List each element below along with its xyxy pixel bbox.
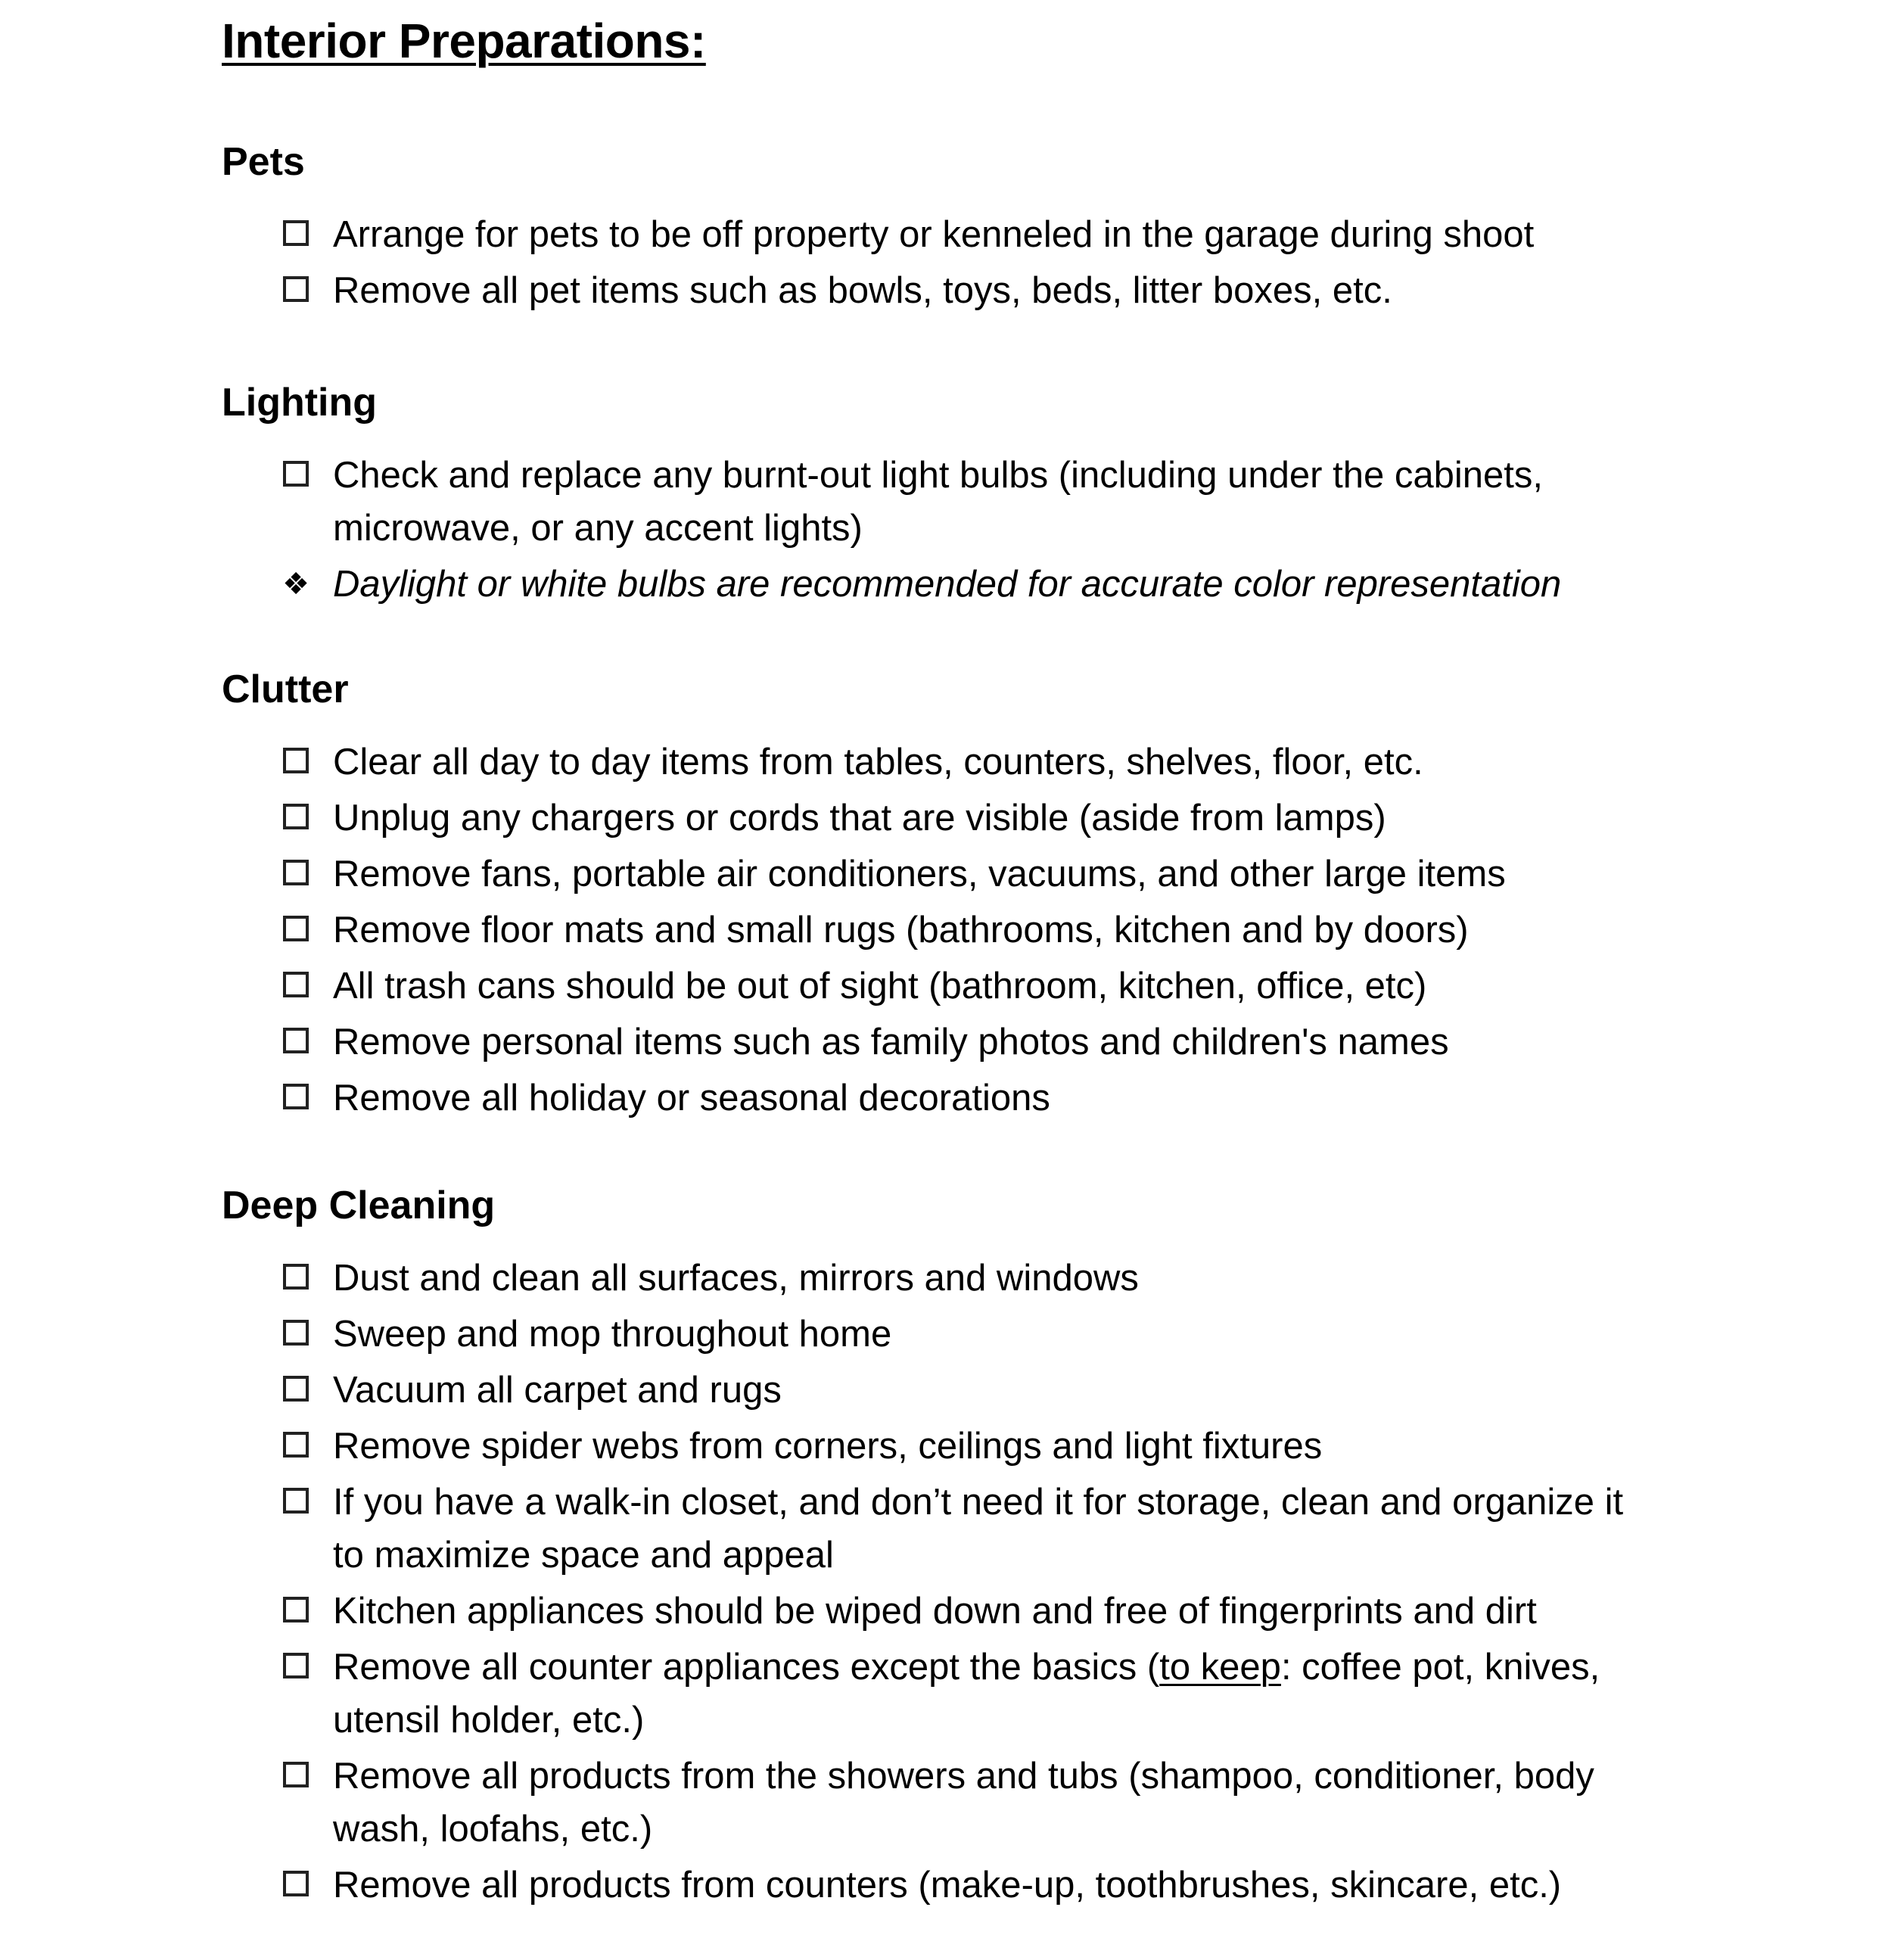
checklist-item <box>222 1585 1659 1638</box>
checklist-item-text: Unplug any chargers or cords that are visible (aside from lamps) <box>333 798 1386 838</box>
checklist-item <box>222 792 1659 845</box>
checklist-pets <box>222 208 1659 317</box>
checklist-item-text: Remove all holiday or seasonal decorations <box>333 1078 1050 1118</box>
checklist-item <box>222 736 1659 789</box>
checklist-item <box>222 1364 1659 1417</box>
checkbox-icon[interactable] <box>283 1653 309 1678</box>
checklist-item-text: Vacuum all carpet and rugs <box>333 1370 782 1411</box>
checklist-item-text: Remove personal items such as family photos and children's names <box>333 1022 1449 1062</box>
section-title-clutter: Clutter <box>222 667 349 711</box>
checklist-item <box>222 848 1659 901</box>
checklist-item-text: If you have a walk-in closet, and don’t need it for storage, clean and organize it to maximize space and appeal <box>333 1482 1624 1576</box>
checklist-item <box>222 1016 1659 1069</box>
checklist-clutter <box>222 736 1659 1125</box>
checklist-item-text: Remove fans, portable air conditioners, vacuums, and other large items <box>333 854 1506 894</box>
checklist-deep-cleaning <box>222 1252 1659 1912</box>
checkbox-icon[interactable] <box>283 1432 309 1458</box>
checklist-item-text: Clear all day to day items from tables, counters, shelves, floor, etc. <box>333 742 1423 782</box>
section-title-lighting: Lighting <box>222 381 378 425</box>
checklist-item <box>222 1859 1659 1912</box>
checklist-item <box>222 1476 1659 1582</box>
checkbox-icon[interactable] <box>283 220 309 246</box>
tip-text: Daylight or white bulbs are recommended for accurate color representation <box>333 564 1562 605</box>
checkbox-icon[interactable] <box>283 972 309 997</box>
section-lighting <box>222 379 1659 611</box>
checklist-lighting <box>222 449 1659 611</box>
document-page <box>222 0 1659 1915</box>
checkbox-icon[interactable] <box>283 1597 309 1622</box>
checklist-item <box>222 208 1659 261</box>
text-after: : coffee pot, knives, utensil holder, etc.) <box>333 1647 1600 1741</box>
checklist-item-text: Kitchen appliances should be wiped down and free of fingerprints and dirt <box>333 1591 1537 1632</box>
underlined-text: to keep <box>1159 1647 1281 1688</box>
checklist-item <box>222 264 1659 317</box>
section-clutter <box>222 666 1659 1125</box>
diamond-bullet-icon: ❖ <box>282 568 309 601</box>
checklist-item <box>222 1308 1659 1361</box>
checklist-item-text <box>333 1647 1600 1741</box>
checkbox-icon[interactable] <box>283 916 309 941</box>
checkbox-icon[interactable] <box>283 1376 309 1402</box>
text-before: Remove all counter appliances except the basics ( <box>333 1647 1160 1688</box>
checklist-item-text: All trash cans should be out of sight (bathroom, kitchen, office, etc) <box>333 966 1427 1006</box>
checklist-item <box>222 1420 1659 1473</box>
checkbox-icon[interactable] <box>283 1264 309 1290</box>
checkbox-icon[interactable] <box>283 461 309 487</box>
checklist-item-text: Check and replace any burnt-out light bulbs (including under the cabinets, microwave, or any accent lights) <box>333 455 1543 549</box>
page-title: Interior Preparations: <box>222 14 706 68</box>
checklist-item <box>222 1072 1659 1125</box>
section-pets <box>222 138 1659 317</box>
checkbox-icon[interactable] <box>283 860 309 885</box>
checklist-item <box>222 1641 1659 1747</box>
checklist-item <box>222 904 1659 957</box>
checkbox-icon[interactable] <box>283 1320 309 1346</box>
checkbox-icon[interactable] <box>283 1488 309 1514</box>
checklist-item-text: Sweep and mop throughout home <box>333 1314 892 1355</box>
checklist-item-text: Remove all products from the showers and tubs (shampoo, conditioner, body wash, loofahs, etc.) <box>333 1756 1594 1850</box>
checklist-item <box>222 1252 1659 1305</box>
checklist-item-text: Dust and clean all surfaces, mirrors and windows <box>333 1258 1139 1299</box>
checklist-item-text: Remove all pet items such as bowls, toys, beds, litter boxes, etc. <box>333 270 1392 311</box>
section-title-deep-cleaning: Deep Cleaning <box>222 1184 496 1227</box>
section-deep-cleaning <box>222 1182 1659 1912</box>
checkbox-icon[interactable] <box>283 748 309 773</box>
checklist-item-text: Remove all products from counters (make-up, toothbrushes, skincare, etc.) <box>333 1865 1562 1906</box>
checkbox-icon[interactable] <box>283 804 309 829</box>
checklist-item <box>222 449 1659 555</box>
checkbox-icon[interactable] <box>283 1028 309 1053</box>
checkbox-icon[interactable] <box>283 1762 309 1787</box>
checkbox-icon[interactable] <box>283 1871 309 1896</box>
checklist-item <box>222 960 1659 1013</box>
checklist-item <box>222 1750 1659 1856</box>
checkbox-icon[interactable] <box>283 276 309 302</box>
checklist-item-text: Arrange for pets to be off property or kenneled in the garage during shoot <box>333 214 1535 255</box>
checkbox-icon[interactable] <box>283 1084 309 1109</box>
checklist-item-text: Remove floor mats and small rugs (bathrooms, kitchen and by doors) <box>333 910 1469 950</box>
checklist-item-text: Remove spider webs from corners, ceilings and light fixtures <box>333 1426 1323 1467</box>
tip-item <box>222 558 1659 611</box>
section-title-pets: Pets <box>222 140 305 184</box>
